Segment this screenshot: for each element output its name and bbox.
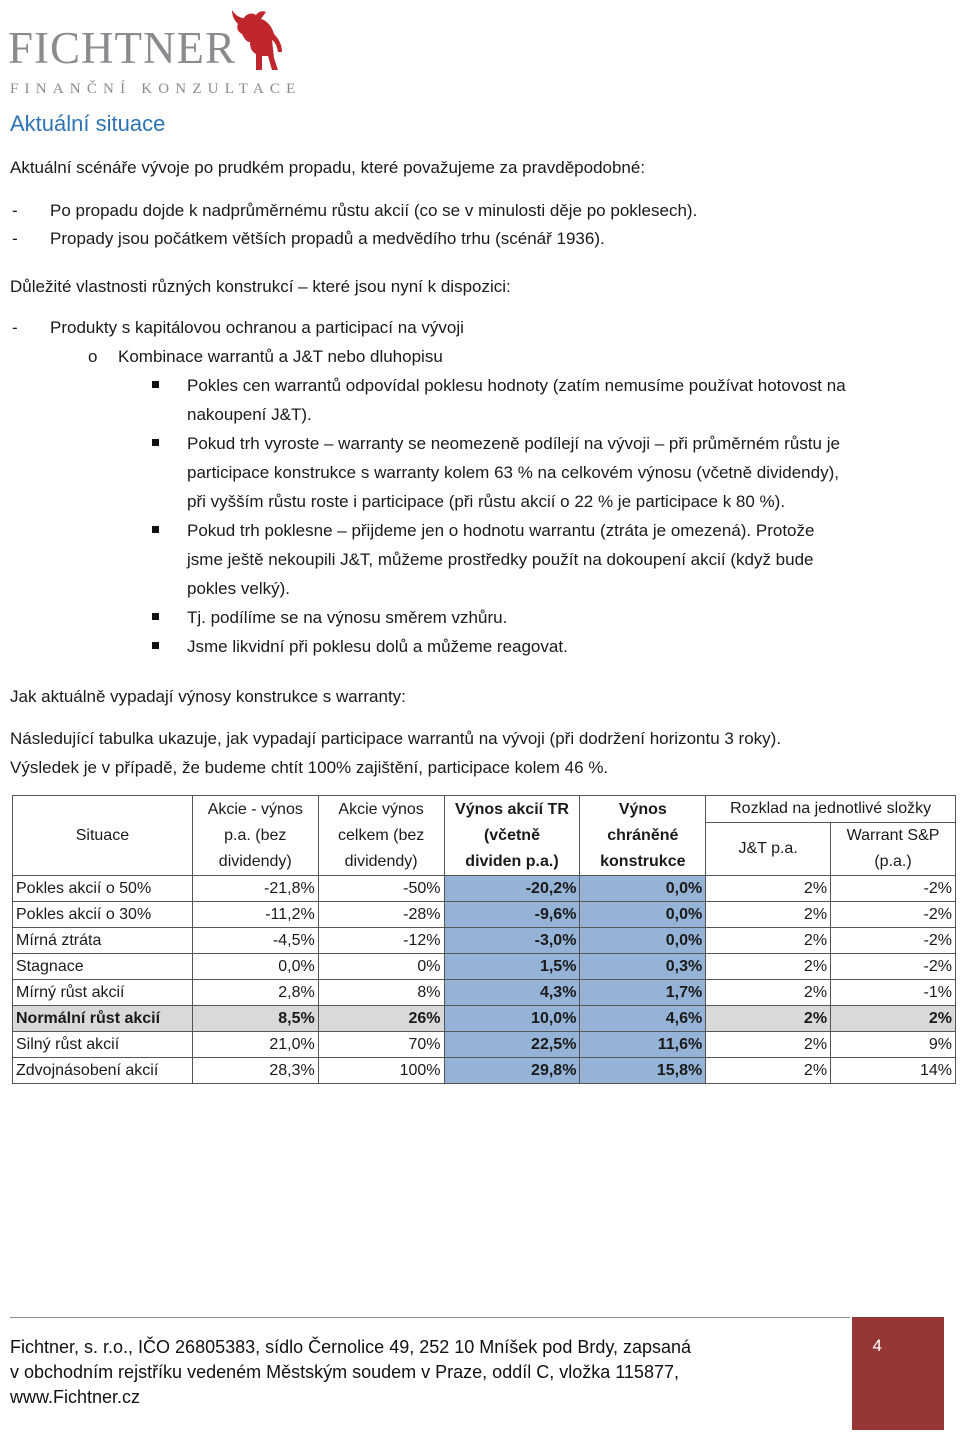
cell-protected: 0,0% [580, 928, 706, 954]
cell-warrant: -2% [831, 954, 956, 980]
point-text: pokles velký). [187, 579, 290, 598]
cell-situation: Stagnace [13, 954, 193, 980]
cell-stock-total: -28% [318, 902, 444, 928]
cell-situation: Pokles akcií o 50% [13, 876, 193, 902]
cell-warrant: 2% [831, 1006, 956, 1032]
cell-stock-pa: 2,8% [192, 980, 318, 1006]
cell-jt: 2% [706, 1032, 831, 1058]
cell-jt: 2% [706, 876, 831, 902]
table-row [13, 980, 956, 1006]
table-row [13, 1032, 956, 1058]
square-bullet-icon [152, 642, 159, 649]
cell-stock-total: -50% [318, 876, 444, 902]
cell-tr: 22,5% [444, 1032, 580, 1058]
cell-situation: Zdvojnásobení akcií [13, 1058, 193, 1084]
cell-situation: Normální růst akcií [13, 1006, 193, 1032]
cell-stock-pa: 0,0% [192, 954, 318, 980]
cell-protected: 0,0% [580, 902, 706, 928]
properties-heading: Důležité vlastnosti různých konstrukcí – které jsou nyní k dispozici: [10, 277, 511, 296]
cell-jt: 2% [706, 980, 831, 1006]
point-text: jsme ještě nekoupili J&T, můžeme prostředky použít na dokoupení akcií (když bude [187, 550, 814, 569]
dash-marker: - [12, 318, 18, 337]
cell-jt: 2% [706, 954, 831, 980]
footer-registry-line: v obchodním rejstříku vedeném Městským soudem v Praze, oddíl C, vložka 115877, [10, 1362, 679, 1382]
cell-situation: Pokles akcií o 30% [13, 902, 193, 928]
cell-protected: 15,8% [580, 1058, 706, 1084]
cell-stock-total: 70% [318, 1032, 444, 1058]
point-text: Jsme likvidní při poklesu dolů a můžeme reagovat. [187, 637, 568, 656]
point-text: Pokud trh poklesne – přijdeme jen o hodnotu warrantu (ztráta je omezená). Protože [187, 521, 815, 540]
circle-bullet-icon: o [88, 347, 98, 366]
point-text: Pokud trh vyroste – warranty se neomezeně podílejí na vývoji – při průměrném růstu je [187, 434, 840, 453]
returns-table [12, 795, 956, 1084]
table-header-row [13, 796, 956, 823]
cell-tr: 4,3% [444, 980, 580, 1006]
cell-jt: 2% [706, 928, 831, 954]
point-text: Pokles cen warrantů odpovídal poklesu hodnoty (zatím nemusíme používat hotovost na [187, 376, 846, 395]
cell-protected: 0,0% [580, 876, 706, 902]
product-list [0, 317, 960, 662]
cell-tr: -9,6% [444, 902, 580, 928]
cell-stock-pa: 21,0% [192, 1032, 318, 1058]
cell-warrant: -2% [831, 902, 956, 928]
cell-stock-pa: 8,5% [192, 1006, 318, 1032]
header-situation: Situace [13, 796, 193, 876]
header-breakdown: Rozklad na jednotlivé složky [706, 796, 956, 823]
header-stock-total: Akcie výnos celkem (bez dividendy) [318, 796, 444, 876]
cell-warrant: 9% [831, 1032, 956, 1058]
cell-tr: -3,0% [444, 928, 580, 954]
cell-tr: 1,5% [444, 954, 580, 980]
cell-tr: 29,8% [444, 1058, 580, 1084]
cell-protected: 11,6% [580, 1032, 706, 1058]
combination-item: Kombinace warrantů a J&T nebo dluhopisu [118, 347, 443, 366]
logo-subtitle: FINANČNÍ KONZULTACE [10, 81, 302, 97]
dash-marker: - [12, 229, 18, 248]
cell-situation: Mírný růst akcií [13, 980, 193, 1006]
footer-divider [10, 1317, 850, 1318]
cell-jt: 2% [706, 1058, 831, 1084]
table-row [13, 876, 956, 902]
cell-situation: Mírná ztráta [13, 928, 193, 954]
cell-stock-total: 100% [318, 1058, 444, 1084]
table-row [13, 928, 956, 954]
cell-stock-total: 26% [318, 1006, 444, 1032]
cell-stock-pa: 28,3% [192, 1058, 318, 1084]
cell-tr: -20,2% [444, 876, 580, 902]
cell-stock-total: 0% [318, 954, 444, 980]
point-text: nakoupení J&T). [187, 405, 312, 424]
cell-warrant: -1% [831, 980, 956, 1006]
bull-logo-icon [228, 6, 284, 72]
cell-stock-total: 8% [318, 980, 444, 1006]
table-intro-line: Následující tabulka ukazuje, jak vypadají participace warrantů na vývoji (při dodržení horizontu 3 roky). [10, 729, 782, 748]
header-tr-yield: Výnos akcií TR (včetně dividen p.a.) [444, 796, 580, 876]
scenario-list [0, 200, 960, 252]
table-row [13, 954, 956, 980]
cell-warrant: 14% [831, 1058, 956, 1084]
table-row-highlighted [13, 1006, 956, 1032]
cell-protected: 4,6% [580, 1006, 706, 1032]
table-row [13, 1058, 956, 1084]
header-warrant: Warrant S&P (p.a.) [831, 823, 956, 876]
scenario-item: Propady jsou počátkem větších propadů a medvědího trhu (scénář 1936). [50, 229, 605, 248]
product-item: Produkty s kapitálovou ochranou a participací na vývoji [50, 318, 464, 337]
square-bullet-icon [152, 526, 159, 533]
cell-stock-pa: -11,2% [192, 902, 318, 928]
cell-stock-total: -12% [318, 928, 444, 954]
page-number: 4 [872, 1336, 882, 1355]
cell-protected: 1,7% [580, 980, 706, 1006]
square-bullet-icon [152, 439, 159, 446]
header-jt: J&T p.a. [706, 823, 831, 876]
cell-protected: 0,3% [580, 954, 706, 980]
cell-jt: 2% [706, 902, 831, 928]
footer-company-line: Fichtner, s. r.o., IČO 26805383, sídlo Černolice 49, 252 10 Mníšek pod Brdy, zapsaná [10, 1337, 692, 1357]
cell-stock-pa: -4,5% [192, 928, 318, 954]
page-number-box [852, 1317, 944, 1430]
intro-text: Aktuální scénáře vývoje po prudkém propadu, které považujeme za pravděpodobné: [10, 158, 646, 177]
cell-warrant: -2% [831, 928, 956, 954]
square-bullet-icon [152, 381, 159, 388]
header-protected-yield: Výnos chráněné konstrukce [580, 796, 706, 876]
scenario-item: Po propadu dojde k nadprůměrnému růstu akcií (co se v minulosti děje po poklesech). [50, 201, 698, 220]
cell-stock-pa: -21,8% [192, 876, 318, 902]
point-text: participace konstrukce s warranty kolem 63 % na celkovém výnosu (včetně dividendy), [187, 463, 839, 482]
dash-marker: - [12, 201, 18, 220]
cell-situation: Silný růst akcií [13, 1032, 193, 1058]
point-text: Tj. podílíme se na výnosu směrem vzhůru. [187, 608, 508, 627]
logo-wordmark: FICHTNER [8, 23, 237, 73]
footer-website-link[interactable]: www.Fichtner.cz [10, 1387, 141, 1407]
cell-warrant: -2% [831, 876, 956, 902]
page-title: Aktuální situace [10, 111, 166, 136]
header-stock-yield: Akcie - výnos p.a. (bez dividendy) [192, 796, 318, 876]
point-text: při vyšším růstu roste i participace (při růstu akcií o 22 % je participace k 80 %). [187, 492, 786, 511]
cell-jt: 2% [706, 1006, 831, 1032]
returns-heading: Jak aktuálně vypadají výnosy konstrukce s warranty: [10, 687, 406, 706]
cell-tr: 10,0% [444, 1006, 580, 1032]
table-row [13, 902, 956, 928]
table-intro-line: Výsledek je v případě, že budeme chtít 100% zajištění, participace kolem 46 %. [10, 758, 609, 777]
square-bullet-icon [152, 613, 159, 620]
